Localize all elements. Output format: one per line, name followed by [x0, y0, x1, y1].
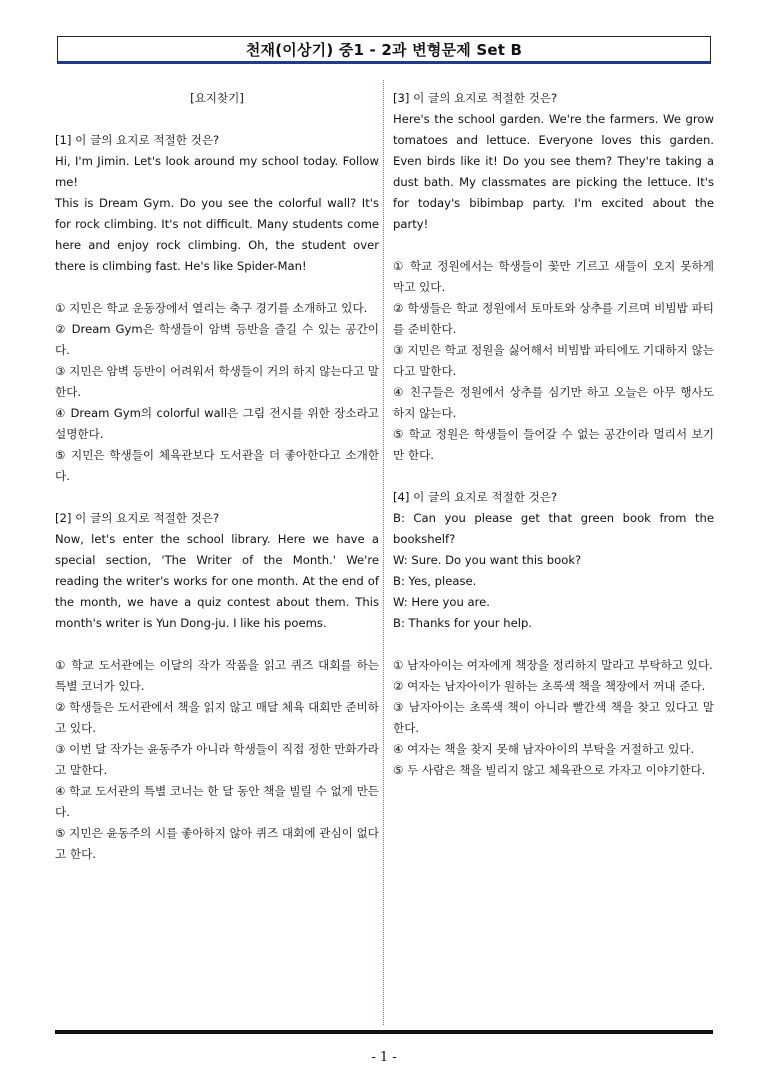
option-item: ② 학생들은 도서관에서 책을 읽지 않고 매달 체육 대회만 준비하고 있다.: [55, 700, 379, 735]
dialogue-line: W: Sure. Do you want this book?: [393, 553, 582, 567]
question-2: [55, 508, 379, 865]
passage-line: Here's the school garden. We're the farmers. We grow tomatoes and lettuce. Everyone loves this garden. Even birds like it! Do you see them? They're taking a dust bath. My classmates are picking the lettuce. It's for today's bibimbap party. I'm excited about the party!: [393, 112, 714, 231]
question-1: [55, 130, 379, 487]
question-4: [393, 487, 714, 781]
question-3: [393, 88, 714, 466]
page-number: - 1 -: [371, 1050, 397, 1065]
left-column: [55, 88, 379, 865]
option-item: ① 학교 정원에서는 학생들이 꽃만 기르고 새들이 오지 못하게 막고 있다.: [393, 259, 714, 294]
dialogue-line: B: Thanks for your help.: [393, 616, 532, 630]
option-item: ④ Dream Gym의 colorful wall은 그림 전시를 위한 장소라고 설명한다.: [55, 406, 379, 441]
dialogue-line: B: Can you please get that green book from the bookshelf?: [393, 511, 714, 546]
dialogue-line: B: Yes, please.: [393, 574, 477, 588]
option-item: ③ 지민은 암벽 등반이 어려워서 학생들이 거의 하지 않는다고 말한다.: [55, 364, 379, 399]
option-item: ③ 남자아이는 초록색 책이 아니라 빨간색 책을 찾고 있다고 말한다.: [393, 700, 714, 735]
option-item: ① 지민은 학교 운동장에서 열리는 축구 경기를 소개하고 있다.: [55, 301, 368, 315]
option-item: ① 학교 도서관에는 이달의 작가 작품을 읽고 퀴즈 대회를 하는 특별 코너가 있다.: [55, 658, 379, 693]
option-item: ③ 지민은 학교 정원을 싫어해서 비빔밥 파티에도 기대하지 않는다고 말한다.: [393, 343, 714, 378]
question-heading: [3] 이 글의 요지로 적절한 것은?: [393, 91, 558, 105]
option-item: ② 학생들은 학교 정원에서 토마토와 상추를 기르며 비빔밥 파티를 준비한다.: [393, 301, 714, 336]
option-item: ⑤ 학교 정원은 학생들이 들어갈 수 없는 공간이라 멀리서 보기만 한다.: [393, 427, 714, 462]
passage-line: This is Dream Gym. Do you see the colorful wall? It's for rock climbing. It's not difficult. Many students come here and enjoy rock climbing. Oh, the student over there is climbing fast. He's like Spider-Man!: [55, 196, 379, 273]
option-item: ③ 이번 달 작가는 윤동주가 아니라 학생들이 직접 정한 만화가라고 말한다.: [55, 742, 379, 777]
option-item: ④ 학교 도서관의 특별 코너는 한 달 동안 책을 빌릴 수 없게 만든다.: [55, 784, 379, 819]
question-heading: [1] 이 글의 요지로 적절한 것은?: [55, 133, 220, 147]
option-item: ④ 친구들은 정원에서 상추를 심기만 하고 오늘은 아무 행사도 하지 않는다.: [393, 385, 714, 420]
column-divider: [383, 80, 384, 1025]
option-item: ② Dream Gym은 학생들이 암벽 등반을 즐길 수 있는 공간이다.: [55, 322, 379, 357]
question-heading: [2] 이 글의 요지로 적절한 것은?: [55, 511, 220, 525]
passage-line: Now, let's enter the school library. Here we have a special section, 'The Writer of the Month.' We're reading the writer's works for one month. At the end of the month, we have a quiz contest about them. This month's writer is Yun Dong-ju. I like his poems.: [55, 532, 379, 630]
option-item: ⑤ 지민은 윤동주의 시를 좋아하지 않아 퀴즈 대회에 관심이 없다고 한다.: [55, 826, 379, 861]
passage-line: Hi, I'm Jimin. Let's look around my school today. Follow me!: [55, 154, 379, 189]
right-column: [393, 88, 714, 781]
section-heading: [요지찾기]: [190, 91, 244, 105]
dialogue-line: W: Here you are.: [393, 595, 490, 609]
option-item: ⑤ 두 사람은 책을 빌리지 않고 체육관으로 가자고 이야기한다.: [393, 763, 706, 777]
option-item: ⑤ 지민은 학생들이 체육관보다 도서관을 더 좋아한다고 소개한다.: [55, 448, 379, 483]
option-item: ② 여자는 남자아이가 원하는 초록색 책을 책장에서 꺼내 준다.: [393, 679, 706, 693]
footer-rule: [55, 1030, 713, 1034]
document-title-box: [57, 36, 711, 64]
option-item: ① 남자아이는 여자에게 책장을 정리하지 말라고 부탁하고 있다.: [393, 658, 713, 672]
option-item: ④ 여자는 책을 찾지 못해 남자아이의 부탁을 거절하고 있다.: [393, 742, 695, 756]
document-title: 천재(이상기) 중1 - 2과 변형문제 Set B: [245, 40, 523, 59]
question-heading: [4] 이 글의 요지로 적절한 것은?: [393, 490, 558, 504]
